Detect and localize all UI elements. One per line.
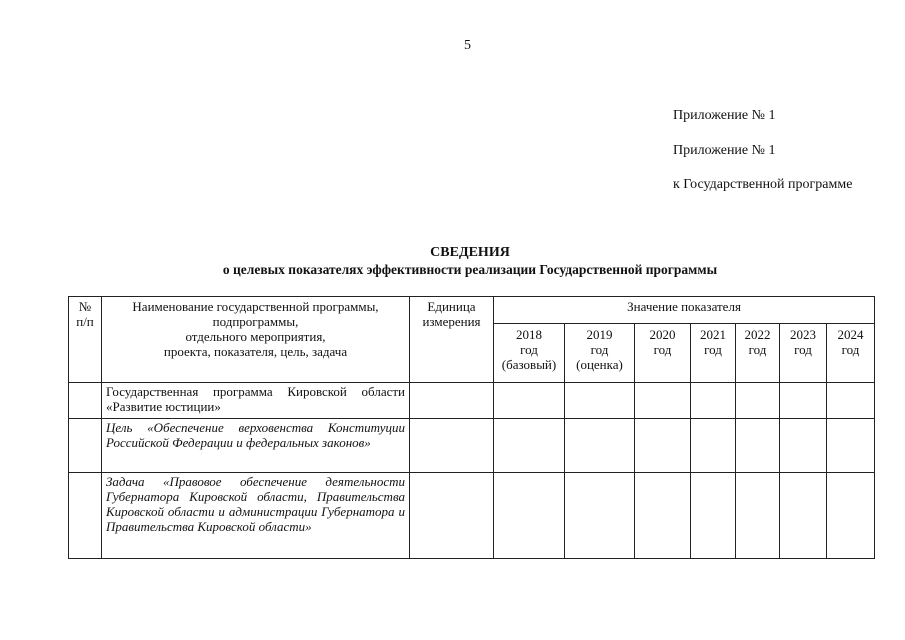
year-word: год (794, 342, 812, 357)
appendix-line-1: Приложение № 1 (673, 108, 776, 123)
header-year-2018 (494, 324, 565, 383)
row-value-cell (827, 383, 875, 419)
row-program-name: Государственная программа Кировской области «Развитие юстиции» (102, 383, 410, 419)
table-row (69, 383, 875, 419)
document-subtitle: о целевых показателях эффективности реализации Государственной программы (222, 262, 718, 277)
header-year-2022 (736, 324, 780, 383)
row-unit-cell (410, 383, 494, 419)
appendix-line-3: к Государственной программе (673, 177, 853, 192)
header-name-line2: подпрограммы, (212, 314, 299, 329)
indicators-table (68, 296, 875, 559)
row-value-cell (494, 419, 565, 473)
year-word: год (841, 342, 860, 357)
row-value-cell (494, 383, 565, 419)
row-task-name: Задача «Правовое обеспечение деятельности Губернатора Кировской области, Правительства Кировской области и администрации Губернатора и Правительства Кировской области» (102, 473, 410, 559)
header-year-2024 (827, 324, 875, 383)
header-unit (410, 297, 494, 383)
row-value-cell (494, 473, 565, 559)
year-label: 2020 (649, 327, 676, 342)
header-indicator-value: Значение показателя (494, 297, 875, 324)
year-label: 2021 (700, 327, 726, 342)
header-name-line3: отдельного мероприятия, (185, 329, 326, 344)
header-year-2020 (635, 324, 691, 383)
header-number (69, 297, 102, 383)
row-value-cell (736, 419, 780, 473)
year-word: год (704, 342, 722, 357)
row-goal-name: Цель «Обеспечение верховенства Конституции Российской Федерации и федеральных законов» (102, 419, 410, 473)
header-name-line1: Наименование государственной программы, (132, 299, 379, 314)
document-title: СВЕДЕНИЯ (430, 245, 510, 260)
header-year-2019 (565, 324, 635, 383)
page-number: 5 (464, 38, 471, 53)
table-row (69, 419, 875, 473)
year-label: 2019 (586, 327, 613, 342)
year-note: (базовый) (501, 357, 557, 372)
table-row (69, 473, 875, 559)
row-value-cell (827, 419, 875, 473)
row-value-cell (780, 473, 827, 559)
row-unit-cell (410, 419, 494, 473)
row-value-cell (736, 473, 780, 559)
row-value-cell (827, 473, 875, 559)
row-value-cell (565, 419, 635, 473)
header-number-line1: № (78, 299, 92, 314)
appendix-line-2: Приложение № 1 (673, 143, 776, 158)
header-year-2023 (780, 324, 827, 383)
row-value-cell (780, 419, 827, 473)
row-value-cell (635, 419, 691, 473)
row-number-cell (69, 383, 102, 419)
year-label: 2023 (790, 327, 816, 342)
year-word: год (748, 342, 767, 357)
year-label: 2022 (744, 327, 771, 342)
row-value-cell (691, 419, 736, 473)
year-word: год (590, 342, 609, 357)
row-value-cell (736, 383, 780, 419)
row-value-cell (691, 383, 736, 419)
header-name (102, 297, 410, 383)
year-note: (оценка) (576, 357, 623, 372)
row-value-cell (691, 473, 736, 559)
row-value-cell (635, 473, 691, 559)
year-word: год (653, 342, 672, 357)
row-value-cell (565, 473, 635, 559)
row-number-cell (69, 419, 102, 473)
year-label: 2018 (516, 327, 542, 342)
row-number-cell (69, 473, 102, 559)
header-unit-line2: измерения (422, 314, 481, 329)
row-value-cell (565, 383, 635, 419)
row-unit-cell (410, 473, 494, 559)
row-value-cell (780, 383, 827, 419)
year-word: год (520, 342, 538, 357)
header-year-2021 (691, 324, 736, 383)
header-number-line2: п/п (76, 314, 94, 329)
row-value-cell (635, 383, 691, 419)
header-name-line4: проекта, показателя, цель, задача (163, 344, 348, 359)
header-unit-line1: Единица (427, 299, 476, 314)
year-label: 2024 (837, 327, 864, 342)
